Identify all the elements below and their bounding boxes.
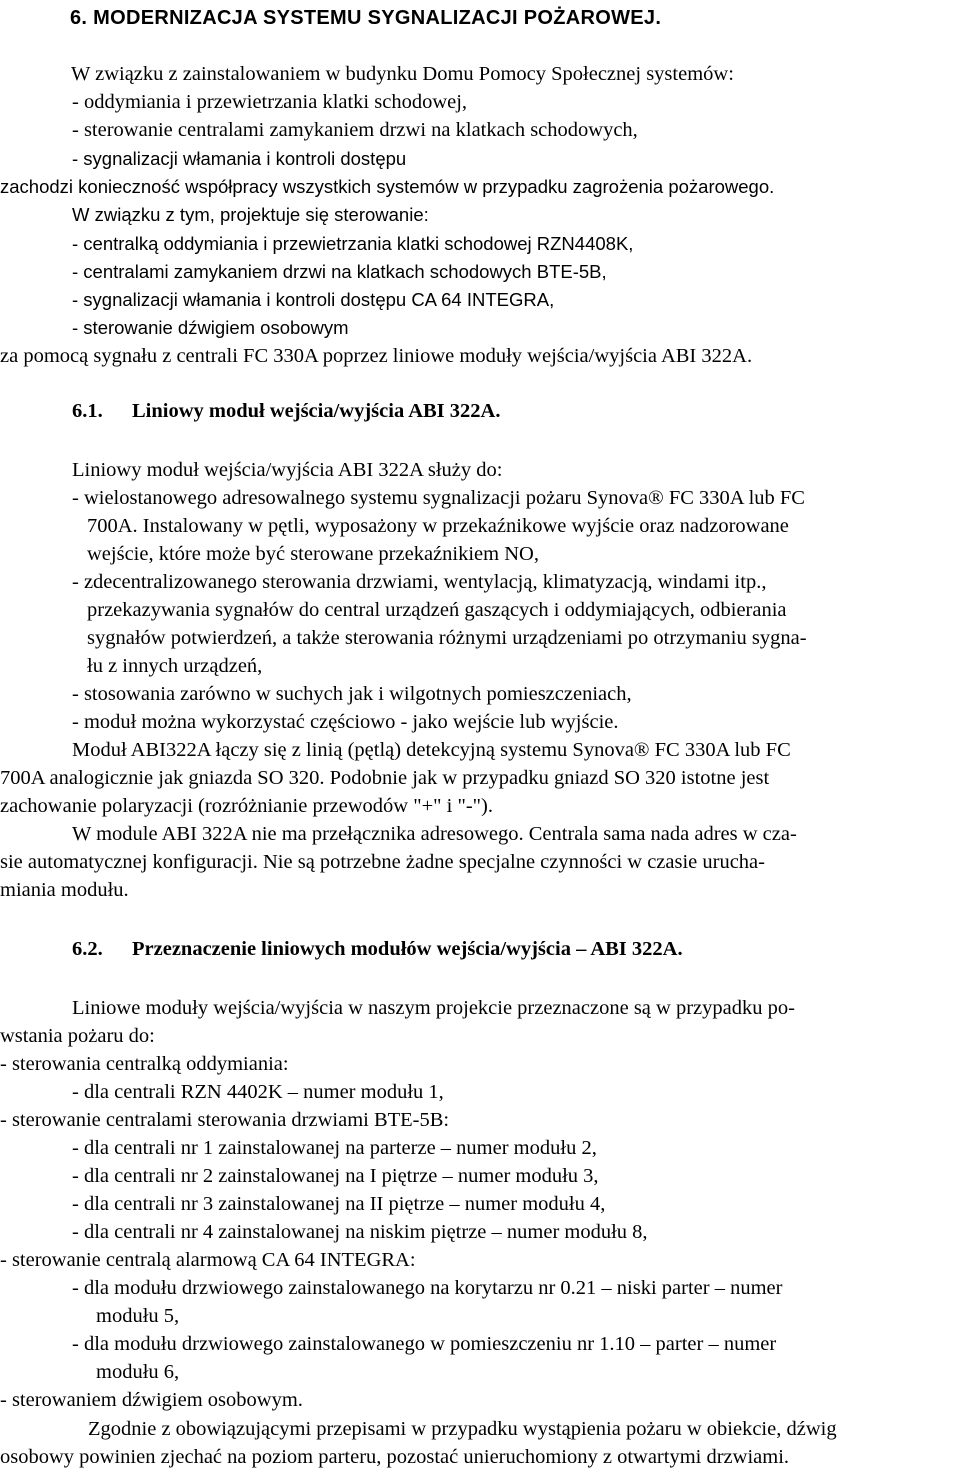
section-6-2-lead: wstania pożaru do: (0, 1025, 155, 1047)
usage-item-4: - moduł można wykorzystać częściowo - jako wejście lub wyjście. (72, 711, 619, 733)
design-item: - sterowanie dźwigiem osobowym (72, 317, 349, 338)
para-1-line: zachowanie polaryzacji (rozróżnianie przewodów "+" i "-"). (0, 795, 493, 817)
smoke-control-item: - dla centrali RZN 4402K – numer modułu 1, (72, 1081, 444, 1103)
design-lead: W związku z tym, projektuje się sterowanie: (72, 204, 429, 225)
alarm-control-item: modułu 5, (96, 1305, 180, 1327)
intro-lead: W związku z zainstalowaniem w budynku Domu Pomocy Społecznej systemów: (71, 63, 734, 85)
usage-item-1-line: wejście, które może być sterowane przekaźnikiem NO, (87, 543, 539, 565)
para-1-line: Moduł ABI322A łączy się z linią (pętlą) detekcyjną systemu Synova® FC 330A lub FC (72, 739, 791, 761)
usage-item-2-line: łu z innych urządzeń, (87, 655, 263, 677)
alarm-control-heading: - sterowanie centralą alarmową CA 64 INTEGRA: (0, 1249, 416, 1271)
section-6-2-lead: Liniowe moduły wejścia/wyjścia w naszym projekcie przeznaczone są w przypadku po- (72, 997, 795, 1019)
design-item: - centralką oddymiania i przewietrzania klatki schodowej RZN4408K, (72, 233, 634, 254)
usage-item-2-line: - zdecentralizowanego sterowania drzwiami, wentylacją, klimatyzacją, windami itp., (72, 571, 767, 593)
door-control-item: - dla centrali nr 3 zainstalowanej na II piętrze – numer modułu 4, (72, 1193, 606, 1215)
usage-item-2-line: przekazywania sygnałów do central urządzeń gaszących i oddymiających, odbierania (87, 599, 787, 621)
door-control-heading: - sterowanie centralami sterowania drzwiami BTE-5B: (0, 1109, 450, 1131)
alarm-control-item: - dla modułu drzwiowego zainstalowanego w pomieszczeniu nr 1.10 – parter – numer (72, 1333, 777, 1355)
design-item: - sygnalizacji włamania i kontroli dostępu CA 64 INTEGRA, (72, 289, 555, 310)
design-conclusion: za pomocą sygnału z centrali FC 330A poprzez liniowe moduły wejścia/wyjścia ABI 322A. (0, 345, 753, 367)
text: - wielostanowego adresowalnego systemu sygnalizacji pożaru Synova® FC 330A lub FC (72, 487, 805, 509)
door-control-item: - dla centrali nr 2 zainstalowanej na I piętrze – numer modułu 3, (72, 1165, 599, 1187)
final-note: Zgodnie z obowiązującymi przepisami w przypadku wystąpienia pożaru w obiekcie, dźwig (88, 1418, 837, 1440)
intro-item: - sygnalizacji włamania i kontroli dostępu (72, 148, 407, 169)
intro-item: - sterowanie centralami zamykaniem drzwi na klatkach schodowych, (72, 119, 638, 141)
section-6-1-number: 6.1. (72, 400, 103, 422)
para-2-line: miania modułu. (0, 879, 129, 901)
para-2-line: sie automatycznej konfiguracji. Nie są potrzebne żadne specjalne czynności w czasie urucha- (0, 851, 765, 873)
door-control-item: - dla centrali nr 1 zainstalowanej na parterze – numer modułu 2, (72, 1137, 597, 1159)
section-6-1-title: Liniowy moduł wejścia/wyjścia ABI 322A. (132, 400, 501, 422)
door-control-item: - dla centrali nr 4 zainstalowanej na niskim piętrze – numer modułu 8, (72, 1221, 648, 1243)
section-6-2-title: Przeznaczenie liniowych modułów wejścia/wyjścia – ABI 322A. (132, 938, 683, 960)
intro-item: - oddymiania i przewietrzania klatki schodowej, (72, 91, 468, 113)
usage-item-1-line (72, 484, 956, 512)
alarm-control-item: - dla modułu drzwiowego zainstalowanego na korytarzu nr 0.21 – niski parter – numer (72, 1277, 783, 1299)
section-6-2-number: 6.2. (72, 938, 103, 960)
usage-item-2-line: sygnałów potwierdzeń, a także sterowania różnymi urządzeniami po otrzymaniu sygna- (87, 627, 807, 649)
design-item: - centralami zamykaniem drzwi na klatkach schodowych BTE-5B, (72, 261, 607, 282)
section-6-title: 6. MODERNIZACJA SYSTEMU SYGNALIZACJI POŻAROWEJ. (70, 7, 662, 29)
final-note: osobowy powinien zjechać na poziom parteru, pozostać unieruchomiony z otwartymi drzwiami. (0, 1446, 790, 1468)
para-1-line: 700A analogicznie jak gniazda SO 320. Podobnie jak w przypadku gniazd SO 320 istotne jest (0, 767, 770, 789)
intro-conclusion: zachodzi konieczność współpracy wszystkich systemów w przypadku zagrożenia pożarowego. (0, 176, 775, 197)
usage-item-1-line: 700A. Instalowany w pętli, wyposażony w przekaźnikowe wyjście oraz nadzorowane (87, 515, 789, 537)
elevator-control: - sterowaniem dźwigiem osobowym. (0, 1389, 303, 1411)
smoke-control-heading: - sterowania centralką oddymiania: (0, 1053, 289, 1075)
usage-item-3: - stosowania zarówno w suchych jak i wilgotnych pomieszczeniach, (72, 683, 632, 705)
para-2-line: W module ABI 322A nie ma przełącznika adresowego. Centrala sama nada adres w cza- (72, 823, 797, 845)
section-6-1-lead: Liniowy moduł wejścia/wyjścia ABI 322A służy do: (72, 459, 503, 481)
alarm-control-item: modułu 6, (96, 1361, 180, 1383)
